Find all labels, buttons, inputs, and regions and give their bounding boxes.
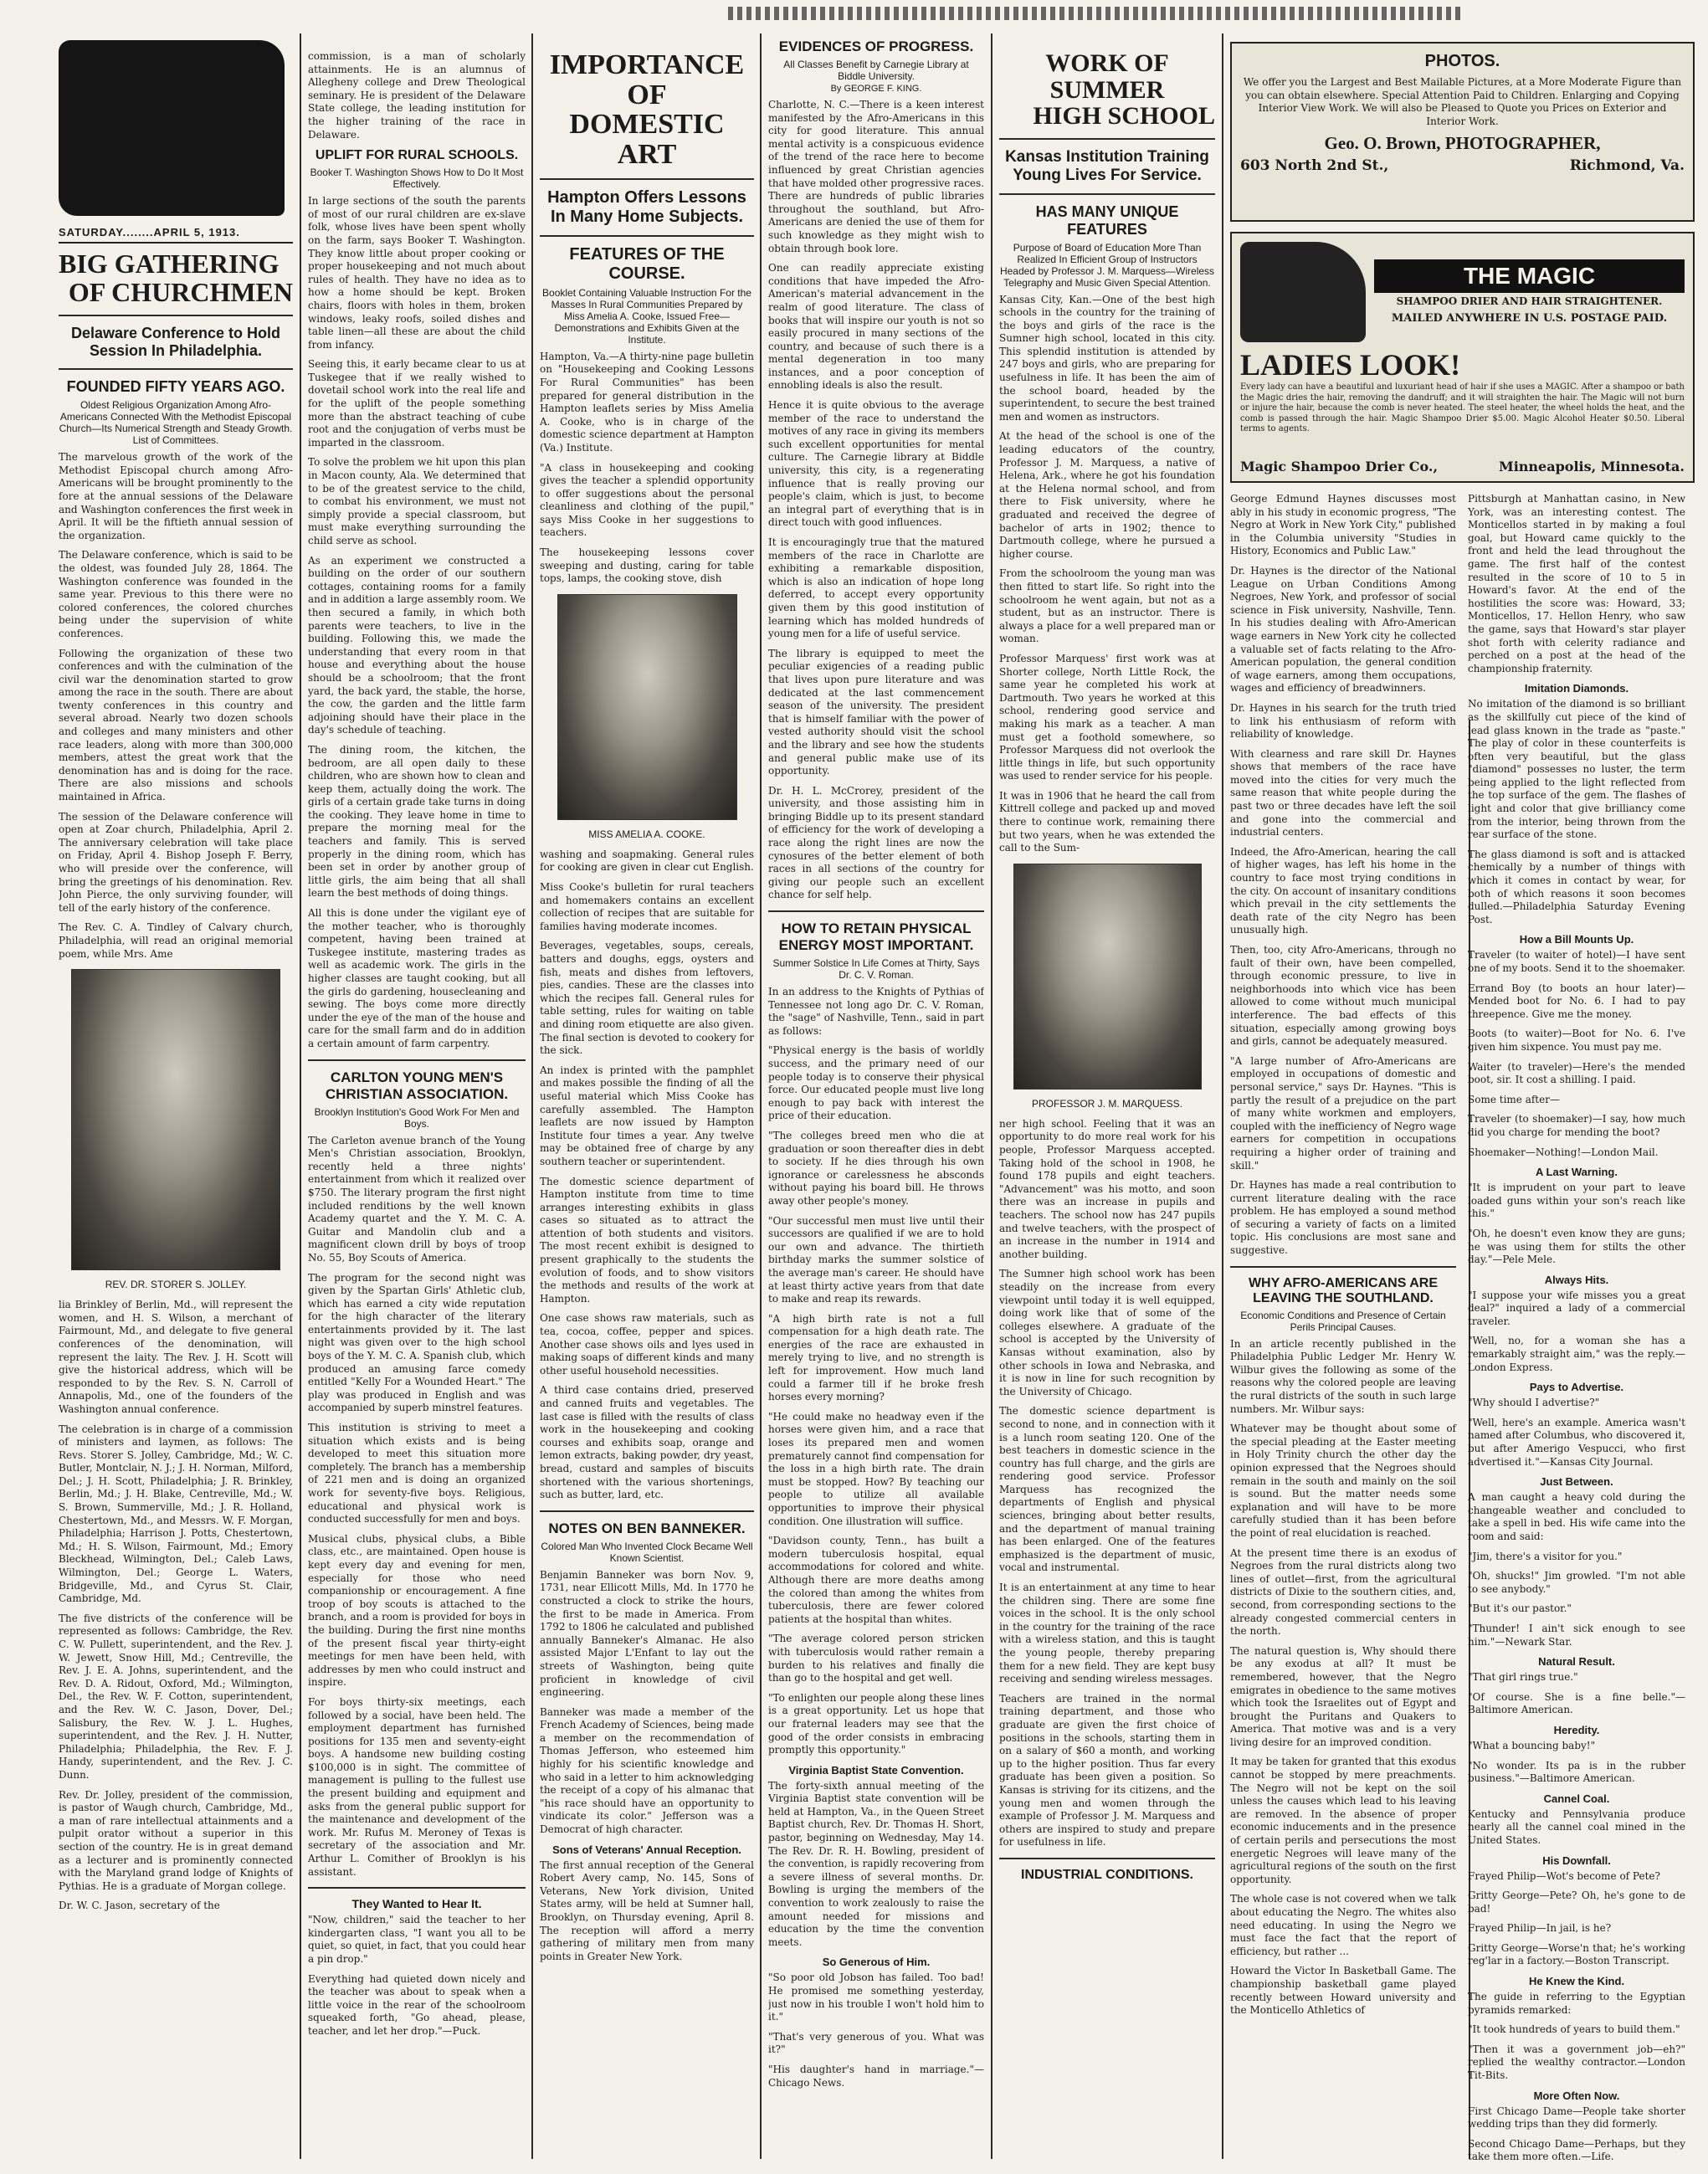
paragraph: One can readily appreciate existing conditions that have impeded the Afro-American's material advancement in the realm of good literature. The class of books that will inspire our youth is not so easily procured in many sections of the country, and because of such there is a mental degeneration in too many instances, and a poor conception of ennobling ideals is also the result. — [768, 262, 984, 392]
paragraph: "Now, children," said the teacher to her kindergarten class, "I want you all to be quiet, so quiet, in fact, that you could hear a pin drop." — [308, 1914, 526, 1965]
paragraph: The library is equipped to meet the peculiar exigencies of a reading public that lives upon pure literature and was dedicated at the last commencement season of the university. The president that is himself familiar with the power of vested authority should visit the school and the library and see how the students and general public make use of its opportunity. — [768, 647, 984, 777]
paragraph: "Davidson county, Tenn., has built a modern tuberculosis hospital, equal accommodations for colored and white. Although there are more deaths among the colored than among the whites from tuberculosis, there are fewer colored patients at the hospital than whites. — [768, 1535, 984, 1625]
article-subhead: Booker T. Washington Shows How to Do It Most Effectively. — [310, 167, 524, 191]
byline: By GEORGE F. KING. — [830, 84, 922, 94]
article-headline: Pays to Advertise. — [1529, 1381, 1624, 1394]
paragraph: First Chicago Dame—People take shorter wedding trips than they did formerly. — [1468, 2105, 1685, 2130]
portrait-photo-cooke — [557, 594, 737, 820]
portrait-photo-marquess — [1013, 864, 1202, 1090]
paragraph: "Well, no, for a woman she has a remarkably straight aim," was the reply.—London Express. — [1468, 1335, 1685, 1373]
paragraph: Some time after— — [1468, 1093, 1560, 1105]
paragraph: The Rev. C. A. Tindley of Calvary church, Philadelphia, will read an original memorial poem, while Mrs. Ame — [59, 921, 293, 960]
paragraph: The whole case is not covered when we talk about educating the Negro. The whites also need educating. In using the Negro we must face the fact that the report of efficiency, but rather ... — [1230, 1893, 1456, 1957]
article-headline: EVIDENCES OF PROGRESS. — [778, 38, 974, 54]
paragraph: Hampton, Va.—A thirty-nine page bulletin on "Housekeeping and Cooking Lessons For Rural Communities" has been prepared for general distribution in the Hampton leaflets series by Miss Amelia A. Cooke, who is in charge of the domestic science department at Hampton (Va.) Institute. — [540, 350, 754, 454]
paragraph: "But it's our pastor." — [1468, 1602, 1572, 1615]
paragraph: "Then it was a government job—eh?" replied the wealthy contractor.—London Tit-Bits. — [1468, 2043, 1685, 2082]
article-summary: Oldest Religious Organization Among Afro-Americans Connected With the Methodist Episcopal Church—Its Numerical Strength and Steady Growth. List of Committees. — [59, 399, 293, 447]
article-summary: Booklet Containing Valuable Instruction For the Masses In Rural Communities Prepared by Miss Amelia A. Cooke, Issued Free—Demonstrations and Exhibits Given at the Institute. — [542, 286, 751, 346]
ad-company-city: Minneapolis, Minnesota. — [1498, 459, 1685, 474]
divider — [999, 1858, 1215, 1859]
paragraph: "His daughter's hand in marriage."—Chicago News. — [768, 2063, 984, 2089]
article-headline: NOTES ON BEN BANNEKER. — [548, 1520, 746, 1536]
article-headline: Imitation Diamonds. — [1524, 682, 1629, 695]
ad-tag: SHAMPOO DRIER AND HAIR STRAIGHTENER. — [1396, 295, 1663, 307]
ad-address-row — [1240, 157, 1685, 174]
paragraph: Seeing this, it early became clear to us at Tuskegee that if we really wished to dovetail school work into the real life and for the uplift of the people something more than the abstract teaching of cube root and the conjugation of verbs must be imparted in the classroom. — [308, 358, 526, 449]
divider — [59, 368, 293, 370]
paragraph: Dr. H. L. McCrorey, president of the university, and those assisting him in bringing Biddle up to its present standard of efficiency for the work of developing a race along the right lines are now the cynosures of the better element of both races in all sections of the country for giving our people such an excellent chance for self help. — [768, 784, 984, 901]
ad-brand-block — [1374, 259, 1685, 325]
article-headline: He Knew the Kind. — [1528, 1975, 1625, 1988]
paragraph: In large sections of the south the parents of most of our rural children are ex-slave folk, whose lives have been spent wholly on the farm, says Booker T. Washington. They know little about proper cooking or proper housekeeping and not much about rules of health. They have no idea as to how a home should be kept. Broken chairs, floors with holes in them, broken windows, leaky roofs, soiled dishes and table linen—all these are about the child from infancy. — [308, 195, 526, 351]
divider — [540, 235, 754, 237]
article-headline: CARLTON YOUNG MEN'S CHRISTIAN ASSOCIATION. — [325, 1069, 509, 1102]
headline-big-gathering: BIG GATHERING — [59, 249, 280, 279]
photo-caption: REV. DR. STORER S. JOLLEY. — [105, 1279, 247, 1291]
ad-address: 603 North 2nd St., — [1240, 157, 1389, 175]
paragraph: Dr. Haynes in his search for the truth tried to link his enthusiasm of reform with reliability of knowledge. — [1230, 701, 1456, 741]
photo-caption: MISS AMELIA A. COOKE. — [588, 828, 705, 840]
article-subhead: HAS MANY UNIQUE FEATURES — [1035, 203, 1179, 238]
paragraph: A man caught a heavy cold during the changeable weather and concluded to take a spell in bed. His wife came into the room and said: — [1468, 1491, 1685, 1542]
paragraph: The first annual reception of the General Robert Avery camp, No. 145, Sons of Veterans, New York division, United States army, will be held at Sumner hall, Brooklyn, on Thursday evening, April 8. The reception will afford a merry gathering of military men from many points in Greater New York. — [540, 1859, 754, 1962]
paragraph: The dining room, the kitchen, the bedroom, are all open daily to these children, who are shown how to clean and keep them, actually doing the work. The girls of a certain grade take turns in doing the cooking. They leave home in time to prepare the morning meal for the teachers and family. This is served properly in the dining room, which has been set in order by another group of little girls, the aim being that all shall learn the best methods of doing things. — [308, 743, 526, 900]
article-deck: Hampton Offers Lessons In Many Home Subjects. — [547, 187, 746, 226]
article-headline: Always Hits. — [1544, 1273, 1609, 1286]
paragraph: "Jim, there's a visitor for you." — [1468, 1550, 1623, 1562]
photo-caption: PROFESSOR J. M. MARQUESS. — [1031, 1097, 1183, 1110]
paragraph: Traveler (to shoemaker)—I say, how much did you charge for mending the boot? — [1468, 1113, 1685, 1138]
article-subhead: FEATURES OF THE COURSE. — [569, 244, 725, 283]
divider — [768, 910, 984, 912]
ad-photographer-name: Geo. O. Brown, PHOTOGRAPHER, — [1324, 133, 1601, 154]
divider — [1230, 1266, 1456, 1268]
paragraph: Gritty George—Pete? Oh, he's gone to de bad! — [1468, 1889, 1685, 1915]
article-headline: A Last Warning. — [1536, 1166, 1618, 1179]
ad-text: Every lady can have a beautiful and luxuriant head of hair if she uses a MAGIC. After a shampoo or bath the Magic dries the hair, removing the dandruff; and it will straighten the hair. The Magic will not burn or injure the hair, because the comb is never heated. The steel heater, the wheel holds the heat, and the comb is passed through the hair. Magic Shampoo Drier $5.00. Magic Alcohol Heater $0.50. Liberal terms to agents. — [1240, 382, 1685, 433]
paragraph: The domestic science department of Hampton institute from time to time arranges interesting exhibits in glass cases so situated as to attract the attention of both students and visitors. The most recent exhibit is designed to present graphically to the students the evolution of foods, and to show visitors the methods and results of the work at Hampton. — [540, 1175, 754, 1305]
ad-mailed: MAILED ANYWHERE IN U.S. POSTAGE PAID. — [1391, 312, 1668, 325]
paragraph: Indeed, the Afro-American, hearing the call of higher wages, has left his home in the country to face most trying conditions in the city. On account of insanitary conditions which prevail in the city settlements the death rate of the city Negro has been unusually high. — [1230, 845, 1456, 936]
paragraph: The housekeeping lessons cover sweeping and dusting, caring for table tops, lamps, the cooking stove, dish — [540, 546, 754, 585]
paragraph: It is an entertainment at any time to hear the children sing. There are some fine voices in the school. It is the only school in the country for the training of the race with a wireless station, and this is taught the young people, thereby preparing them for a new field. They are kept busy receiving and sending wireless messages. — [999, 1582, 1215, 1685]
article-subhead: Brooklyn Institution's Good Work For Men and Boys. — [314, 1105, 520, 1130]
paragraph: Gritty George—Worse'n that; he's working reg'lar in a factory.—Boston Transcript. — [1468, 1941, 1685, 1967]
paragraph: The domestic science department is second to none, and in connection with it is a lunch room seating 120. One of the best teachers in domestic science in the country has full charge, and the girls are rendering good service. Professor Marquess has recognized the departments of English and physical sciences, bringing about better results, and the department of manual training has been enlarged. One of the features emphasized is the department of music, vocal and instrumental. — [999, 1405, 1215, 1574]
paragraph: Dr. W. C. Jason, secretary of the — [59, 1900, 220, 1912]
masthead-damage — [728, 7, 1464, 20]
headline-domestic-art: DOMESTIC ART — [569, 109, 725, 171]
paragraph: "To enlighten our people along these lines is a great opportunity. Let us hope that our fraternal leaders may see that the good of the order consists in embracing promptly this opportunity." — [768, 1691, 984, 1756]
paragraph: It may be taken for granted that this exodus cannot be stopped by mere preachments. The Negro will not be kept on the soil unless the causes which lead to his leaving are removed. In the absence of proper economic inducements and in the presence of certain perils and persecutions the most energetic Negroes will leave many of the agricultural regions of the south on the first opportunity. — [1230, 1756, 1456, 1885]
article-headline: How a Bill Mounts Up. — [1519, 933, 1634, 946]
paragraph: commission, is a man of scholarly attainments. He is an alumnus of Allegheny college and Drew Theological seminary. He is president of the Delaware State college, the leading institution for the higher training of the race in Delaware. — [308, 50, 526, 141]
ad-city: Richmond, Va. — [1569, 157, 1685, 175]
paragraph: "Thunder! I ain't sick enough to see him."—Newark Star. — [1468, 1622, 1685, 1648]
paragraph: Whatever may be thought about some of the special pleading at the Easter meeting in Holy Trinity church the other day the opinion expressed that the Negroes should remain in the south and mainly on the soil is sound. But the matter needs some explanation and will have to be more carefully studied than it has been before the point of real elucidation is reached. — [1230, 1423, 1456, 1539]
photographer-ad — [1230, 42, 1695, 222]
paragraph: With clearness and rare skill Dr. Haynes shows that members of the race have moved into the cities for very much the same reason that white people during the past two or three decades have left the soil and gone into the commercial and industrial centers. — [1230, 747, 1456, 838]
article-subhead: FOUNDED FIFTY YEARS AGO. — [66, 378, 285, 396]
paragraph: The natural question is, Why should there be any exodus at all? It must be remembered, however, that the Negro emigrates in obedience to the same motives which took the Israelites out of Egypt and brought the Puritans and Quakers to America. That motive was and is a very living desire for an improved condition. — [1230, 1644, 1456, 1748]
paragraph: "Oh, shucks!" Jim growled. "I'm not able to see anybody." — [1468, 1570, 1685, 1595]
paragraph: A third case contains dried, preserved and canned fruits and vegetables. The last case is filled with the results of class work in the housekeeping and cooking courses and exhibits soap, orange and lemon extracts, baking powder, dry yeast, bread, custard and samples of biscuits shortened with the various shortenings, such as butter, lard, etc. — [540, 1384, 754, 1501]
paragraph: Kansas City, Kan.—One of the best high schools in the country for the training of the boys and girls of the race is the Sumner high school, located in this city. This splendid institution is attended by 247 boys and girls, who are preparing for usefulness in life. It has been the aim of the school board, headed by the superintendent, to secure the best trained men and women as instructors. — [999, 293, 1215, 423]
column-rule-1 — [300, 33, 301, 2159]
paragraph: Boots (to waiter)—Boot for No. 6. I've given him sixpence. You must pay me. — [1468, 1028, 1685, 1053]
paragraph: "A high birth rate is not a full compensation for a high death rate. The energies of the race are exhausted in merely trying to live, and no strength is left for improvement. How much land could a farmer till if he broke fresh horses every morning? — [768, 1312, 984, 1403]
paragraph: "I suppose your wife misses you a great deal?" inquired a lady of a commercial traveler. — [1468, 1289, 1685, 1327]
article-headline: INDUSTRIAL CONDITIONS. — [1021, 1867, 1193, 1882]
paragraph: In an article recently published in the Philadelphia Public Ledger Mr. Henry W. Wilbur gives the following as some of the reasons why the colored people are leaving the rural districts of the south in such large numbers. Mr. Wilbur says: — [1230, 1337, 1456, 1415]
article-subhead: Economic Conditions and Presence of Certain Perils Principal Causes. — [1240, 1309, 1446, 1333]
paragraph: The five districts of the conference will be represented as follows: Cambridge, the Rev. C. W. Pullett, superintendent, and the Rev. J. W. Jewett, Snow Hill, Md.; Centreville, the Rev. J. E. A. Johns, superintendent, and the Rev. D. A. Ridout, Oxford, Md.; Wilmington, Del., the Rev. W. F. Cotton, superintendent, and the Rev. W. C. Jason, Dover, Del.; Salisbury, the Rev. W. J. L. Hughes, superintendent, and the Rev. J. H. Nutter, Philadelphia; Philadelphia, the Rev. F. J. Handy, superintendent, and the Rev. J. C. Dunn. — [59, 1612, 293, 1781]
paragraph: Traveler (to waiter of hotel)—I have sent one of my boots. Send it to the shoemaker. — [1468, 949, 1685, 974]
paragraph: Then, too, city Afro-Americans, through no fault of their own, have been compelled, through economic pressure, to live in neighborhoods into which vice has been allowed to come without much municipal interference. The bad effects of this situation, especially among growing boys and girls, cannot be adequately measured. — [1230, 944, 1456, 1048]
paragraph: Kentucky and Pennsylvania produce nearly all the cannel coal mined in the United States. — [1468, 1807, 1685, 1846]
column-6 — [1230, 42, 1695, 2167]
column-2 — [308, 50, 526, 2167]
paragraph: In an address to the Knights of Pythias of Tennessee not long ago Dr. C. V. Roman, the "sage" of Nashville, Tenn., said in part as follows: — [768, 986, 984, 1037]
paragraph: Rev. Dr. Jolley, president of the commission, is pastor of Waugh church, Cambridge, Md., a man of rare intellectual attainments and a pulpit orator without a superior in this section of the country. He is in great demand as a lecturer and is prominently connected with the Maryland grand lodge of Knights of Pythias. He is a graduate of Morgan college. — [59, 1788, 293, 1892]
paragraph: The Delaware conference, which is said to be the oldest, was founded July 28, 1864. The Washington conference was founded in the same year. Previous to this there were no colored conferences, the colored churches being under the supervision of white conferences. — [59, 549, 293, 639]
column-1 — [59, 226, 293, 2167]
article-headline: Just Between. — [1540, 1475, 1613, 1489]
paragraph: "The colleges breed men who die at graduation or soon thereafter dies in debt to society. If he dies through his own ignorance or carelessness he absconds without paying his board bill. He throws away other people's money. — [768, 1129, 984, 1207]
paragraph: Dr. Haynes is the director of the National League on Urban Conditions Among Negroes, New York, and professor of social science in Fisk university, Nashville, Tenn. In his studies dealing with Afro-American wage earners in New York city he collected a valuable set of facts relating to the Afro-American population, the general condition of wage earners, among them occupations, wages and efficiency of breadwinners. — [1230, 564, 1456, 695]
paragraph: Musical clubs, physical clubs, a Bible class, etc., are maintained. Open house is kept every day and evening for men, especially for those who need companionship or encouragement. A fine troop of boy scouts is attached to the branch, and a room is provided for boys in the building. During the first nine months of the present fiscal year thirty-eight meetings for men have been held, with addresses by men who could instruct and inspire. — [308, 1532, 526, 1689]
ad-top-row — [1240, 242, 1685, 342]
headline-work-of-summer: WORK OF SUMMER — [1045, 50, 1169, 104]
paragraph: "No wonder. Its pa is in the rubber business."—Baltimore American. — [1468, 1759, 1685, 1785]
paragraph: To solve the problem we hit upon this plan in Macon county, Ala. We determined that to be of the greatest service to the child, to combat his environment, we must not simply provide a special classroom, but must make everything surrounding the child serve as school. — [308, 456, 526, 546]
paragraph: Everything had quieted down nicely and the teacher was about to speak when a little voice in the rear of the schoolroom squeaked forth, "Go ahead, please, teacher, and let her drop."—Puck. — [308, 1972, 526, 2037]
ad-title: PHOTOS. — [1424, 52, 1500, 70]
article-headline: UPLIFT FOR RURAL SCHOOLS. — [315, 148, 519, 163]
headline-importance-of: IMPORTANCE OF — [549, 50, 745, 110]
paragraph: The guide in referring to the Egyptian pyramids remarked: — [1468, 1991, 1685, 2016]
article-subhead: Summer Solstice In Life Comes at Thirty, Says Dr. C. V. Roman. — [772, 957, 980, 982]
article-headline: HOW TO RETAIN PHYSICAL ENERGY MOST IMPORTANT. — [778, 920, 974, 954]
paragraph: "It took hundreds of years to build them." — [1468, 2023, 1680, 2036]
paragraph: Frayed Philip—In jail, is he? — [1468, 1922, 1612, 1935]
paragraph: Waiter (to traveler)—Here's the mended boot, sir. It cost a shilling. I paid. — [1468, 1060, 1685, 1086]
paragraph: Banneker was made a member of the French Academy of Sciences, being made a member on the recommendation of Thomas Jefferson, who esteemed him highly for his scientific knowledge and who said in a letter to him acknowledging the receipt of a copy of his almanac that "his race should have an opportunity to vindicate its color." Jefferson was a Democrat of high character. — [540, 1705, 754, 1836]
ad-brand: THE MAGIC — [1374, 259, 1685, 293]
divider — [308, 1059, 526, 1061]
column-rule-2 — [531, 33, 533, 2159]
paragraph: From the schoolroom the young man was then fitted to start life. So right into the schoolroom he went again, but not as a student, but as an instructor. There is always a place for a well prepared man or woman. — [999, 567, 1215, 645]
article-headline: Natural Result. — [1538, 1655, 1615, 1669]
article-summary: Purpose of Board of Education More Than Realized In Efficient Group of Instructors Headed by Professor J. M. Marquess—Wireless Telegraphy and Music Given Special Attention. — [999, 241, 1215, 289]
article-headline: WHY AFRO-AMERICANS ARE LEAVING THE SOUTHLAND. — [1248, 1275, 1439, 1305]
paragraph: "Why should I advertise?" — [1468, 1397, 1600, 1409]
paragraph: At the present time there is an exodus of Negroes from the rural districts along two lines of outlet—first, from the agricultural districts of Dixie to the southern cities, and, second, from corresponding sections to the already congested commercial centers in the north. — [1230, 1546, 1456, 1638]
divider — [540, 1510, 754, 1512]
divider — [308, 1887, 526, 1889]
article-headline: His Downfall. — [1542, 1854, 1611, 1867]
paragraph: All this is done under the vigilant eye of the mother teacher, who is thoroughly competent, having been trained at Tuskegee institute, mastering trades as well as academic work. The girls in the higher classes are taught cooking, but all the girls do gardening, housecleaning and sewing. The boys come more directly under the eye of the man of the house and care for the small farm and do in addition a certain amount of farm carpentry. — [308, 907, 526, 1049]
paragraph: The marvelous growth of the work of the Methodist Episcopal church among Afro-Americans will be brought prominently to the fore at the annual sessions of the Delaware and Washington conferences the first week in April. It will be the fiftieth annual session of the organization. — [59, 451, 293, 541]
paragraph: No imitation of the diamond is so brilliant as the skillfully cut piece of the kind of lead glass known in the trade as "paste." The play of color in these counterfeits is often very beautiful, but the glass "diamond" possesses no luster, the term being applied to the light reflected from the top surface of the gem. The flashes of light and color that give brilliancy come from the interior, being thrown from the rear surface of the stone. — [1468, 698, 1685, 841]
paragraph: "He could make no headway even if the horses were given him, and a race that loses its prepared men and women prematurely cannot find compensation for the loss in a high birth rate. The drain must be stopped. How? By teaching our people to utilize all available opportunities to improve their physical condition. One illustration will suffice. — [768, 1410, 984, 1527]
paragraph: Hence it is quite obvious to the average member of the race to understand the motives of any race in giving its members such excellent opportunities for mental culture. The Carnegie library at Biddle university, this city, is a regenerating influence that is really proving our people's claim, which is just, to become an integral part of everything that is in direct touch with good influences. — [768, 399, 984, 529]
paragraph: George Edmund Haynes discusses most ably in his study in economic progress, "The Negro at Work in New York City," published in the Columbia university "Studies in History, Economics and Public Law." — [1230, 493, 1456, 557]
paragraph: Pittsburgh at Manhattan casino, in New York, was an interesting contest. The Monticellos started in by making a foul goal, but Howard came quickly to the front and held the lead throughout the game. The first half of the contest resulted in the score of 10 to 5 in Howard's favor. At the end of the hostilities the score was: Howard, 33; Monticellos, 17. Hellon Henry, who saw the game, says that Howard's star player shot forth with celerity radiance and perched on a post at the head of the championship fraternity. — [1468, 493, 1685, 674]
divider — [999, 193, 1215, 195]
divider — [59, 315, 293, 316]
article-headline: Virginia Baptist State Convention. — [788, 1763, 964, 1777]
ink-block — [59, 40, 285, 216]
paragraph: "A class in housekeeping and cooking gives the teacher a splendid opportunity to offer suggestions about the personal cleanliness and clothing of the pupil," says Miss Cooke in her suggestions to teachers. — [540, 461, 754, 539]
paragraph: "Physical energy is the basis of worldly success, and the primary need of our people today is to conserve their physical force. Our educated people must live long enough to pay back with interest the price of their education. — [768, 1044, 984, 1122]
paragraph: "Oh, he doesn't even know they are guns; he was using them for stilts the other day."—Pele Mele. — [1468, 1227, 1685, 1266]
paragraph: "It is imprudent on your part to leave loaded guns within your son's reach like this." — [1468, 1182, 1685, 1220]
article-headline: Cannel Coal. — [1543, 1792, 1610, 1805]
article-headline: Sons of Veterans' Annual Reception. — [552, 1843, 741, 1856]
paragraph: washing and soapmaking. General rules for cooking are given in clear cut English. — [540, 848, 754, 874]
paragraph: It is encouragingly true that the matured members of the race in Charlotte are exhibiting a remarkable disposition, which is also an indication of hope long deferred, to accept every opportunity given them by this good institution of learning which has molded hundreds of young men for a life of useful service. — [768, 536, 984, 640]
paragraph: Dr. Haynes has made a real contribution to current literature dealing with the race problem. He has employed a sound method of securing a variety of facts on a limited topic. His conclusions are most sane and suggestive. — [1230, 1179, 1456, 1257]
hair-drier-illustration — [1240, 242, 1366, 342]
paragraph: The glass diamond is soft and is attacked chemically by a number of things with which it comes in contact by wear, for both of which reasons it soon becomes dulled.—Philadelphia Saturday Evening Post. — [1468, 848, 1685, 925]
paragraph: "What a bouncing baby!" — [1468, 1739, 1596, 1751]
paragraph: An index is printed with the pamphlet and makes possible the finding of all the useful material which Miss Cooke has carefully assembled. The Hampton leaflets are now issued by Hampton Institute four times a year. Any twelve may be obtained free of charge by any southern teacher or superintendent. — [540, 1064, 754, 1167]
ad-company: Magic Shampoo Drier Co., — [1240, 459, 1439, 474]
column-6-subcolumns — [1230, 493, 1695, 2167]
paragraph: The session of the Delaware conference will open at Zoar church, Philadelphia, April 2. The anniversary celebration will take place on Friday, April 4. Bishop Joseph F. Berry, who will preside over the conference, will bring the greetings of his denomination. Rev. John Pierce, the only surviving founder, will tell of the early history of the conference. — [59, 810, 293, 914]
paragraph: The celebration is in charge of a commission of ministers and laymen, as follows: The Revs. Storer S. Jolley, Cambridge, Md.; W. C. Butler, Montclair, N. J.; J. H. Norman, Milford, Del.; J. H. Scott, Philadelphia; J. R. Brinkley, Berlin, Md.; J. H. Blake, Centreville, Md.; W. S. Brown, Summerville, Md.; J. R. Holland, Chestertown, Md., and Messrs. W. F. Morgan, Philadelphia; Harrison J. Potts, Chestertown, Md.; H. S. Wilson, Fairmount, Md.; Emory Bleckhead, Wilmington, Del.; Caleb Laws, Wilmington, Del.; George L. Waters, Bridgeville, Md., and Cyrus St. Clair, Cambridge, Md. — [59, 1423, 293, 1605]
headline-of-churchmen: OF CHURCHMEN — [68, 276, 293, 307]
paragraph: Following the organization of these two conferences and with the culmination of the civil war the denomination started to grow among the race in the south. There are about twenty conferences in this country and several abroad. Nearly two dozen schools and colleges and many ministers and other race leaders, along with more than 300,000 members, attest the great work that the denomination has and is doing for the race. There are also missions and schools maintained in Africa. — [59, 647, 293, 803]
paragraph: "That girl rings true." — [1468, 1671, 1578, 1684]
divider — [540, 178, 754, 180]
article-headline: More Often Now. — [1533, 2089, 1620, 2102]
paragraph: Beverages, vegetables, soups, cereals, batters and doughs, eggs, oysters and fish, meats and dishes from leftovers, pies, candies. These are the classes into which the recipes fall. General rules for table setting, rules for waiting on table and dining room etiquette are also given. The final section is devoted to cookery for the sick. — [540, 940, 754, 1057]
article-headline: They Wanted to Hear It. — [351, 1897, 482, 1911]
paragraph: The program for the second night was given by the Spartan Girls' Athletic club, which has earned a city wide reputation for the high character of the literary entertainments provided by it. The last night was given over to the high school boys of the Y. M. C. A. Spanish club, which produced an amusing farce comedy entitled "Kelly For a Wounded Heart." The play was produced in English and was accompanied by superb minstrel features. — [308, 1271, 526, 1414]
ad-footer — [1240, 459, 1685, 474]
paragraph: Benjamin Banneker was born Nov. 9, 1731, near Ellicott Mills, Md. In 1770 he constructed a clock to strike the hours, the first to be made in America. From 1792 to 1806 he calculated and published annually Banneker's Almanac. He also assisted Major L'Enfant to lay out the streets of Washington, being quite proficient in knowledge of civil engineering. — [540, 1568, 754, 1699]
paragraph: "Well, here's an example. America wasn't named after Columbus, who discovered it, but after Amerigo Vespucci, who first advertised it."—Kansas City Journal. — [1468, 1416, 1685, 1468]
column-5 — [999, 50, 1215, 2167]
paragraph: "Our successful men must live until their successors are qualified if we are to hold our own and advance. The thirtieth birthday marks the summer solstice of the average man's career. He should have at least thirty active years from that date to make and reap its rewards. — [768, 1214, 984, 1305]
paragraph: Errand Boy (to boots an hour later)—Mended boot for No. 6. I had to pay threepence. Give me the money. — [1468, 982, 1685, 1020]
column-rule-4 — [991, 33, 992, 2159]
article-deck: Delaware Conference to Hold Session In Philadelphia. — [70, 325, 281, 360]
magic-drier-ad — [1230, 232, 1695, 483]
paragraph: It was in 1906 that he heard the call from Kittrell college and packed up and moved there to continue work, remaining there but two years, when he was extended the call to the Sum- — [999, 789, 1215, 854]
paragraph: Howard the Victor In Basketball Game. The championship basketball game played recently between Howard university and the Monticello Athletics of — [1230, 1965, 1456, 2017]
paragraph: lia Brinkley of Berlin, Md., will represent the women, and H. S. Wilson, a merchant of Fairmount, Md., and delegate to five general conferences of the denomination, will represent the laity. The Rev. J. H. Scott will give the historical address, which will be responded to by the Rev. S. N. Carroll of Annapolis, Md., one of the founders of the Washington annual conference. — [59, 1299, 293, 1415]
paragraph: "So poor old Jobson has failed. Too bad! He promised me something yesterday, just now in his trouble I won't hold him to it." — [768, 1971, 984, 2023]
paragraph: At the head of the school is one of the leading educators of the country, Professor J. M. Marquess, a native of Helena, Ark., where he got his foundation at the Helena normal school, and from there to Fisk university, where he graduated and received the degree of bachelor of arts in 1902; thence to Dartmouth college, where he pursued a higher course. — [999, 430, 1215, 560]
column-4 — [768, 33, 984, 2167]
paragraph: "The average colored person stricken with tuberculosis would rather remain a burden to his relatives and finally die than go to the hospital and get well. — [768, 1633, 984, 1684]
paragraph: Charlotte, N. C.—There is a keen interest manifested by the Afro-Americans in this city for good literature. This annual mental activity is a conspicuous evidence of the trend of the race here to become influenced by great Christian agencies that have molded other progressive races. There are hundreds of public libraries throughout the southland, but Afro-Americans are denied the use of them for such knowledge as they might wish to obtain through book lore. — [768, 99, 984, 254]
paragraph: Frayed Philip—Wot's become of Pete? — [1468, 1869, 1660, 1882]
paragraph: ner high school. Feeling that it was an opportunity to do more real work for his people, Professor Marquess accepted. Taking hold of the school in 1908, he found 178 pupils and eight teachers. "Advancement" was his motto, and soon there was an increase in pupils and teachers. The school now has 247 pupils and twelve teachers, with the prospect of an increase in the number in 1914 and another building. — [999, 1117, 1215, 1260]
paragraph: "Of course. She is a fine belle."—Baltimore American. — [1468, 1690, 1685, 1716]
paragraph: As an experiment we constructed a building on the order of our southern cottages, containing rooms for a family and in addition a large assembly room. We then secured a family, in which both parents were teachers, to live in the building. Following this, we made the understanding that every room in that house and everything about the house should be a schoolroom; that the front yard, the back yard, the stable, the horse, the cow, the garden and the little farm adjoining should have their place in the day's schedule of teaching. — [308, 554, 526, 736]
article-headline: Heredity. — [1553, 1723, 1600, 1736]
column-6b — [1468, 493, 1685, 2167]
paragraph: The Carleton avenue branch of the Young Men's Christian association, Brooklyn, recently held a three nights' entertainment from which it realized over $750. The literary program the first night included renditions by the well known Academy quartet and the Y. M. C. A. Guitar and Mandolin club and a magnificent clown drill by boys of troop No. 55, Boy Scouts of America. — [308, 1134, 526, 1264]
paragraph: The Sumner high school work has been steadily on the increase from every viewpoint until today it is well equipped, doing work like that of some of the colleges elsewhere. A graduate of the school is accepted by the University of Kansas without examination, also by other schools in Iowa and Nebraska, and it is now in line for such recognition by the University of Chicago. — [999, 1268, 1215, 1397]
paragraph: "A large number of Afro-Americans are employed in occupations of domestic and personal service," says Dr. Haynes. "This is partly the result of a prejudice on the part of many white workmen and employers, coupled with the inefficiency of Negro wage earners for competition in occupations requiring a higher order of training and skill." — [1230, 1054, 1456, 1172]
article-deck: Kansas Institution Training Young Lives For Service. — [1005, 147, 1209, 184]
paragraph: Miss Cooke's bulletin for rural teachers and homemakers contains an excellent collection of recipes that are suitable for families having moderate incomes. — [540, 881, 754, 932]
paragraph: Teachers are trained in the normal training department, and those who graduate are given the first choice of positions in the schools, starting them in on a salary of $60 a month, and working up to the higher position. Thus far every graduate has been given a position. So Kansas is striving for its citizens, and the young men and women through the example of Professor J. M. Marquess and others are inspired to study and prepare for usefulness in life. — [999, 1692, 1215, 1848]
paragraph: Professor Marquess' first work was at Shorter college, North Little Rock, the same year he completed his work at Dartmouth. Two years he worked at this school, rendering good service and making his mark as a teacher. A man must get a foothold somewhere, so Professor Marquess did not overlook the little things in life, but such opportunity was used to render service for his people. — [999, 652, 1215, 782]
column-6a — [1230, 493, 1456, 2167]
portrait-photo-jolley — [71, 969, 280, 1270]
article-subhead: Colored Man Who Invented Clock Became Well Known Scientist. — [541, 1540, 753, 1564]
column-rule-5 — [1222, 33, 1223, 2159]
paragraph: For boys thirty-six meetings, each followed by a social, have been held. The employment department has furnished positions for 135 men and seventy-eight boys. A handsome new building costing $100,000 is in sight. The committee of management is pulling to the fullest use the present building and equipment and asks from the general public support for the maintenance and development of the work. Mr. Rufus M. Meroney of Texas is secretary of the association and Mr. Arthur L. Comither of Brooklyn is his assistant. — [308, 1695, 526, 1878]
column-3 — [540, 50, 754, 2167]
paragraph: Second Chicago Dame—Perhaps, but they take them more often.—Life. — [1468, 2137, 1685, 2163]
ad-headline: LADIES LOOK! — [1240, 348, 1461, 382]
ad-text: We offer you the Largest and Best Mailable Pictures, at a More Moderate Figure than you can obtain elsewhere. Special Attention Paid to Children. Enlarging and Copying Interior View Work. We will also be Pleased to Quote you Prices on Exterior and Interior Work. — [1243, 76, 1682, 127]
paragraph: This institution is striving to meet a situation which exists and is being developed to meet this situation more completely. The branch has a membership of 221 men and is doing an organized work for seventy-five boys. Religious, educational and physical work is conducted successfully for men and boys. — [308, 1422, 526, 1525]
divider — [999, 138, 1215, 140]
paragraph: "That's very generous of you. What was it?" — [768, 2030, 984, 2056]
paragraph: Shoemaker—Nothing!—London Mail. — [1468, 1146, 1659, 1158]
paragraph: One case shows raw materials, such as tea, cocoa, coffee, pepper and spices. Another case shows oils and lyes used in making soaps of different kinds and many other useful household necessities. — [540, 1312, 754, 1377]
column-rule-3 — [760, 33, 762, 2159]
headline-high-school: HIGH SCHOOL — [1033, 102, 1215, 130]
article-headline: So Generous of Him. — [822, 1956, 931, 1969]
paragraph: The forty-sixth annual meeting of the Virginia Baptist state convention will be held at Hampton, Va., in the Queen Street Baptist church, Rev. Dr. Thomas H. Short, pastor, beginning on Wednesday, May 14. The Rev. Dr. R. H. Bowling, president of the convention, is rapidly recovering from a severe illness of several months. Dr. Bowling is urging the members of the convention to work zealously to raise the amount needed for missions and education by the time the convention meets. — [768, 1779, 984, 1948]
dateline: SATURDAY........APRIL 5, 1913. — [59, 226, 293, 244]
article-subhead: All Classes Benefit by Carnegie Library at Biddle University. — [783, 59, 969, 82]
